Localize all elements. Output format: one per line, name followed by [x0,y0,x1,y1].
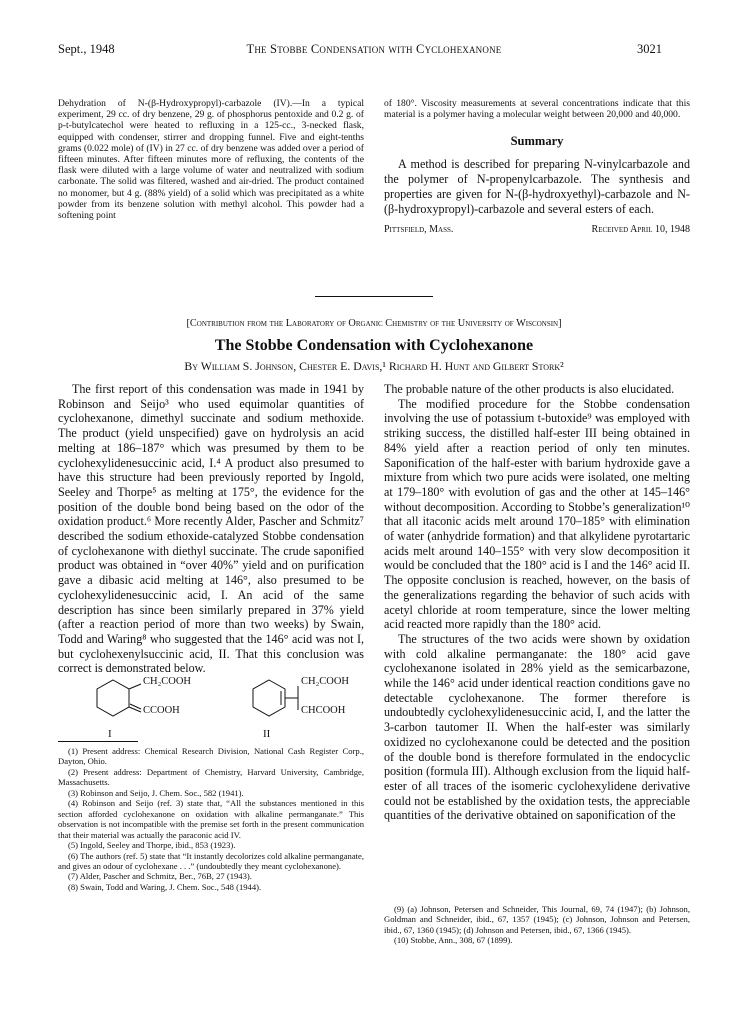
summary-heading: Summary [510,134,564,149]
prev-paragraph: Dehydration of N-(β-Hydroxypropyl)-carbazole (IV).—In a typical experiment, 29 cc. of dry benzene, 29 g. of phosphorus pentoxide and 0.2 g. of p-t-butylcatechol were heated to refluxing in a 125-cc., 3-necked flask, equipped with condenser, stirrer and dropping funnel. Five and eight-tenths grams (0.022 mole) of (IV) in 27 cc. of dry benzene was added over a period of fifteen minutes. After fifteen minutes more of refluxing, the contents of the flask were diluted with a large volume of water and neutralized with sodium carbonate. The solid was filtered, washed and air-dried. The product contained no monomer, but 4 g. (88% yield) of a solid which was precipitated as a white powder from its benzene solution with methyl alcohol. This powder had a softening point [58,98,364,222]
article-title: The Stobbe Condensation with Cyclohexanone [214,337,534,354]
received-date: Received April 10, 1948 [591,224,690,236]
page-number: 3021 [637,42,662,56]
footnote: (7) Alder, Pascher and Schmitz, Ber., 76B, 27 (1943). [68,871,252,882]
footnote: (4) Robinson and Seijo (ref. 3) state that, “All the substances mentioned in this section afforded cyclohexanone on oxidation with alkaline permanganate.” This observation is not incompatible with the premise set forth in the present communication that their material was actually the paraconic acid IV. [58,798,364,840]
footnote: (6) The authors (ref. 5) state that “It instantly decolorizes cold alkaline permanganate, and gives an odour of cyclohexane . . .” (undoubtedly they meant cyclohexanone). [58,850,364,871]
struct-I-top: CH₂COOH [143,676,191,687]
footnote: (1) Present address: Chemical Research Division, National Cash Register Corp., Dayton, Ohio. [58,746,364,767]
footnote: (3) Robinson and Seijo, J. Chem. Soc., 582 (1941). [68,787,244,798]
struct-I-label: I [108,728,112,740]
footnote-rule-left [58,741,138,742]
body-paragraph: The structures of the two acids were shown by oxidation with cold alkaline permanganate: the 180° acid gave cyclohexanone isolated in 28% yield as the semicarbazone, while the 146° acid under identical reaction conditions gave no detectable cyclohexanone. The former therefore is undoubtedly cyclohexylidenesuccinic acid, I, and the latter the 3-carbon tautomer II. When the half-ester was similarly oxidized no cyclohexanone could be detected and the position of the double bond is therefore formulated in the endocyclic position (formula III). Although exclusion from the liquid half-ester of all traces of the isomeric cyclohexylidene derivative could not be established by the oxidation tests, the appreciable quantities of the derivative obtained on saponification of the [384,631,690,823]
footnotes-right [384,904,690,946]
footnote: (9) (a) Johnson, Petersen and Schneider, This Journal, 69, 74 (1947); (b) Johnson, Goldman and Schneider, ibid., 67, 1357 (1945); (c) Johnson, Johnson and Petersen, ibid., 67, 1360 (1945); (d) Johnson and Petersen, ibid., 67, 1366 (1945). [384,904,690,935]
left-body [58,382,364,676]
prev-right-text: of 180°. Viscosity measurements at several concentrations indicate that this material is a polymer having a molecular weight between 20,000 and 40,000. [384,98,690,121]
struct-II-bottom: CHCOOH [301,705,346,716]
body-paragraph: The probable nature of the other products is also elucidated. [384,382,675,396]
body-paragraph: The first report of this condensation was made in 1941 by Robinson and Seijo³ who used equimolar quantities of cyclohexanone, dimethyl succinate and sodium methoxide. The product (yield unspecified) gave on hydrolysis an acid melting at 186–187° which was presumed by them to be cyclohexylidenesuccinic acid, I.⁴ A product also presumed to have this structure had been previously reported by Ingold, Seeley and Thorpe⁵ as melting at 175°, the evidence for the position of the double bond being based on the odor of the oxidation product.⁶ More recently Alder, Pascher and Schmitz⁷ described the sodium ethoxide-catalyzed Stobbe condensation of cyclohexanone with diethyl succinate. The crude saponified product was obtained in “over 40%” yield and on purification gave a dibasic acid melting at 146°, also presumed to be cyclohexylidenesuccinic acid, I. An acid of the same description has since been similarly prepared in 37% yield (after a reaction period of more than two weeks) by Swain, Todd and Waring⁸ who suggested that the 146° acid was not I, but cyclohexenylsuccinic acid, II. That this conclusion was correct is demonstrated below. [58,382,364,676]
contribution-line: [Contribution from the Laboratory of Organic Chemistry of the University of Wisconsin] [186,318,562,329]
footnote: (2) Present address: Department of Chemistry, Harvard University, Cambridge, Massachusetts. [58,766,364,788]
cyclohexene-ring-II [253,680,285,716]
prev-article-right [384,98,690,235]
struct-II-label: II [263,728,271,740]
struct-II-top: CH₂COOH [301,676,349,687]
body-paragraph: The modified procedure for the Stobbe condensation involving the use of potassium t-butoxide⁹ was employed with striking success, the distilled half-ester III being obtained in 84% yield after a reaction period of only ten minutes. Saponification of the half-ester with barium hydroxide gave a mixture from which two pure acids were isolated, one melting at 179–180° with evolution of gas and the other at 145–146° without decomposition. According to Stobbe’s generalization¹⁰ that all itaconic acids melt around 170–185° with elimination of water (anhydride formation) and that alkylidene pyrotartaric acids melt around 140–155° with very slow decomposition it would be concluded that the 180° acid is I and the 146° acid II. The opposite conclusion is reached, however, on the basis of the generalizations regarding the behavior of such acids with acetyl chloride at room temperature, since the lower melting acid reacted more rapidly than the 180° acid. [384,396,690,632]
prev-article-left [58,98,364,221]
struct-I-bottom: CCOOH [143,705,180,716]
cyclohexane-ring-I [97,680,129,716]
signature-line [384,224,690,235]
footnote: (5) Ingold, Seeley and Thorpe, ibid., 853 (1923). [68,840,236,851]
footnotes-left [58,746,364,892]
summary-text: A method is described for preparing N-vinylcarbazole and the polymer of N-propenylcarbazole. The synthesis and properties are given for N-(β-hydroxyethyl)-carbazole and N-(β-hydroxypropyl)-carbazole and several esters of each. [384,157,690,216]
footnote: (10) Stobbe, Ann., 308, 67 (1899). [394,935,513,946]
article-separator [315,296,433,297]
place: Pittsfield, Mass. [384,224,454,236]
footnote: (8) Swain, Todd and Waring, J. Chem. Soc., 548 (1944). [68,881,262,892]
right-body [384,382,690,823]
header-date: Sept., 1948 [58,42,115,56]
article-authors: By William S. Johnson, Chester E. Davis,¹ Richard H. Hunt and Gilbert Stork² [184,359,564,373]
running-title: The Stobbe Condensation with Cyclohexanone [246,42,502,56]
